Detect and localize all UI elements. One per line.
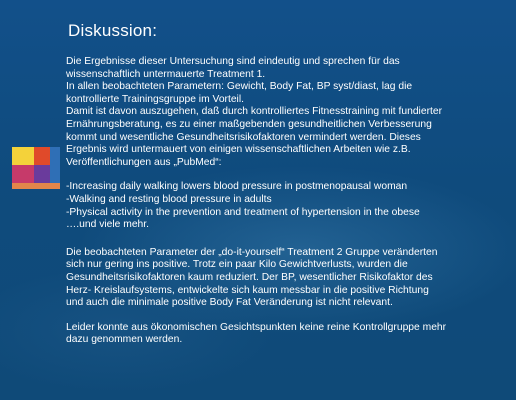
logo-block-orange <box>12 183 60 189</box>
logo-block-magenta <box>12 165 34 183</box>
text-line: und auch die minimale positive Body Fat Veränderung ist nicht relevant. <box>66 297 393 309</box>
slide-title: Diskussion: <box>68 21 158 40</box>
colored-blocks-logo <box>12 147 62 191</box>
paragraph-limitation <box>66 322 504 347</box>
text-line: sich nur gering ins positive. Trotz ein paar Kilo Gewichtverlusts, wurden die <box>66 259 408 271</box>
reference-list <box>66 181 504 231</box>
logo-block-purple <box>34 165 50 183</box>
text-line: dazu genommen werden. <box>66 334 183 346</box>
reference-item: -Increasing daily walking lowers blood pressure in postmenopausal woman <box>66 181 408 193</box>
text-line: wissenschaftlich untermauerte Treatment 1. <box>66 68 266 80</box>
text-line: Leider konnte aus ökonomischen Gesichtspunkten keine reine Kontrollgruppe mehr <box>66 321 447 333</box>
slide-body <box>66 56 504 347</box>
paragraph-results <box>66 56 504 169</box>
text-line: Gesundheitsrisikofaktoren kaum reduziert. Der BP, wesentlicher Risikofaktor des <box>66 271 433 283</box>
text-line: Damit ist davon auszugehen, daß durch kontrolliertes Fitnesstraining mit fundierter <box>66 106 443 118</box>
reference-item: -Walking and resting blood pressure in adults <box>66 193 272 205</box>
text-line: kontrollierte Trainingsgruppe im Vorteil. <box>66 93 244 105</box>
text-line: Herz- Kreislaufsystems, entwickelte sich kaum messbar in die positive Richtung <box>66 284 429 296</box>
text-line: In allen beobachteten Parametern: Gewicht, Body Fat, BP syst/diast, lag die <box>66 81 413 93</box>
reference-item: -Physical activity in the prevention and treatment of hypertension in the obese <box>66 206 420 218</box>
logo-block-red <box>34 147 50 165</box>
reference-item: ….und viele mehr. <box>66 219 149 231</box>
text-line: kommt und wesentliche Gesundheitsrisikofaktoren vermindert werden. Dieses <box>66 131 421 143</box>
text-line: Ergebnis wird untermauert von einigen wissenschaftlichen Arbeiten wie z.B. <box>66 144 411 156</box>
text-line: Veröffentlichungen aus „PubMed“: <box>66 156 222 168</box>
logo-block-yellow <box>12 147 34 165</box>
text-line: Die Ergebnisse dieser Untersuchung sind eindeutig und sprechen für das <box>66 56 400 67</box>
logo-block-blue <box>50 147 60 183</box>
text-line: Die beobachteten Parameter der „do-it-yourself“ Treatment 2 Gruppe veränderten <box>66 246 438 258</box>
text-line: Ernährungsberatung, es zu einer maßgebenden gesundheitlichen Verbesserung <box>66 118 432 130</box>
paragraph-treatment-2 <box>66 247 504 310</box>
